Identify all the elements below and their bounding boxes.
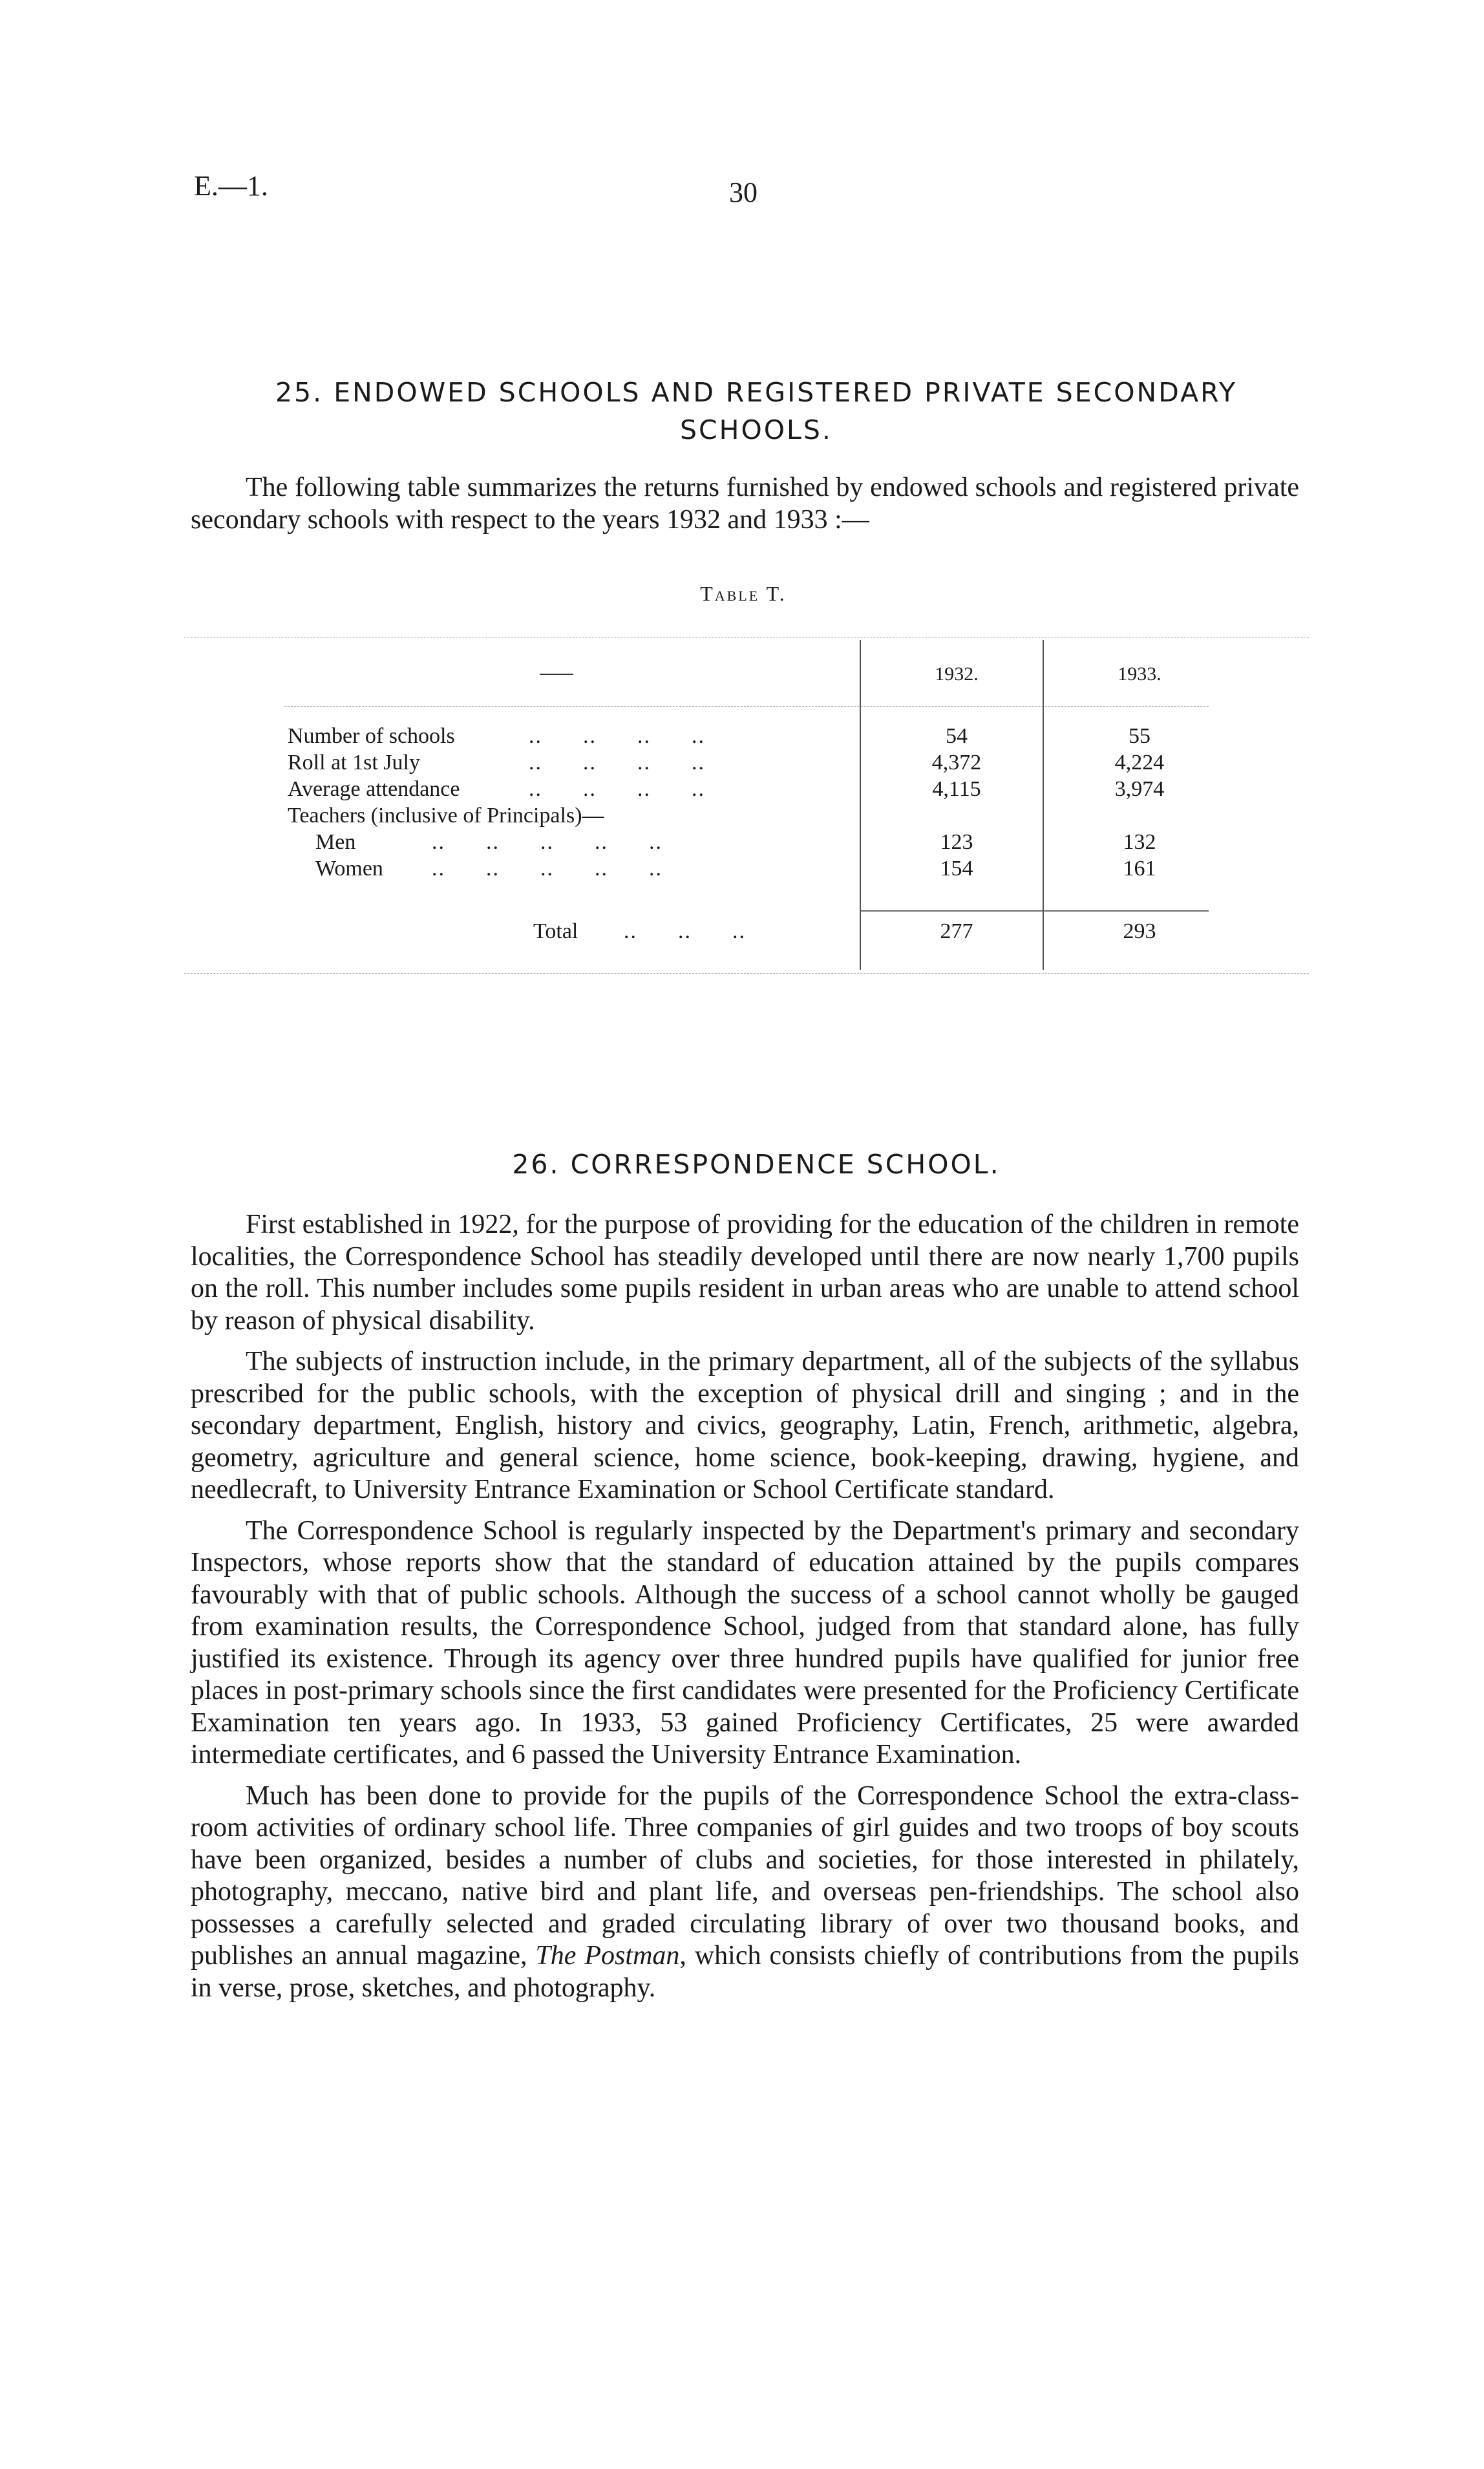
section-26-paragraph-3: The Correspondence School is regularly inspected by the Department's primary and secondary Inspectors, whose reports show that the standard of education attained by the pupils compares favourably with that of public schools. Although the success of a school cannot wholly be gauged from examination results, the Correspondence School, judged from that standard alone, has fully justified its existence. Through its agency over three hundred pupils have qualified for junior free places in post-primary schools since the first candidates were presented for the Proficiency Certificate Examination ten years ago. In 1933, 53 gained Proficiency Certificates, 25 were awarded intermediate certificates, and 6 passed the University Entrance Examination. [191, 1515, 1299, 1769]
row-label-average-attendance: Average attendance [288, 777, 460, 801]
cell-total-1933: 293 [1123, 919, 1156, 943]
table-col-header-1933: 1933. [1118, 663, 1161, 685]
row-label-number-of-schools: Number of schools [288, 724, 455, 748]
table-header-rule [284, 706, 1209, 707]
row-label-women: Women [315, 857, 383, 881]
cell-men-1933: 132 [1123, 830, 1156, 854]
table-bottom-rule [184, 973, 1309, 974]
row-leader-dots: .. .. .. .. .. [432, 830, 662, 854]
table-column-divider-1 [860, 640, 861, 970]
section-26-paragraph-1: First established in 1922, for the purpose of providing for the education of the children in remote localities, the Correspondence School has steadily developed until there are now nearly 1,700 pupils on the roll. This number includes some pupils resident in urban areas who are unable to attend school by reason of physical disability. [191, 1210, 1299, 1336]
row-label-total: Total [533, 919, 578, 943]
table-col-header-1932: 1932. [935, 663, 979, 685]
row-leader-dots: .. .. .. .. [529, 751, 705, 775]
section-25-intro: The following table summarizes the returns furnished by endowed schools and registered private secondary schools with respect to the years 1932 and 1933 :— [191, 473, 1299, 535]
row-leader-dots: .. .. .. .. [529, 777, 705, 801]
cell-women-1932: 154 [940, 857, 973, 881]
cell-average-attendance-1933: 3,974 [1114, 777, 1165, 801]
paragraph-4-text-before: Much has been done to provide for the pupils of the Correspondence School the extra-class-room activities of ordinary school life. Three companies of girl guides and two troops of boy scouts have been organized, besides a number of clubs and societies, for those interested in philately, photography, meccano, native bird and plant life, and overseas pen-friendships. The school also possesses a carefully selected and graded circulating library of over two thousand books, and publishes an annual magazine, [191, 1780, 1299, 1971]
table-total-rule [860, 910, 1209, 912]
cell-number-of-schools-1932: 54 [946, 724, 968, 748]
row-leader-dots: .. .. .. [624, 919, 746, 943]
section-26-paragraph-2: The subjects of instruction include, in the primary department, all of the subjects of the syllabus prescribed for the public schools, with the exception of physical drill and singing ; and in the secondary department, English, history and civics, geography, Latin, French, arithmetic, algebra, geometry, agriculture and general science, home science, book-keeping, drawing, hygiene, and needlecraft, to University Entrance Examination or School Certificate standard. [191, 1347, 1299, 1504]
row-leader-dots: .. .. .. .. .. [432, 857, 662, 881]
cell-men-1932: 123 [940, 830, 973, 854]
row-leader-dots: .. .. .. .. [529, 724, 705, 748]
table-column-divider-2 [1043, 640, 1044, 970]
cell-number-of-schools-1933: 55 [1129, 724, 1150, 748]
section-26-body [191, 1209, 1299, 2004]
section-25-title-line-2: SCHOOLS. [680, 414, 832, 445]
section-26-paragraph-4 [191, 1780, 1299, 2005]
row-label-men: Men [315, 830, 356, 854]
cell-average-attendance-1932: 4,115 [932, 777, 981, 801]
cell-women-1933: 161 [1123, 857, 1156, 881]
magazine-title: The Postman [535, 1941, 680, 1971]
table-stub-header [540, 674, 573, 675]
row-label-roll: Roll at 1st July [288, 751, 420, 775]
cell-roll-1933: 4,224 [1114, 751, 1165, 775]
document-reference: E.—1. [194, 170, 268, 202]
cell-roll-1932: 4,372 [931, 751, 982, 775]
section-26-title: 26. CORRESPONDENCE SCHOOL. [512, 1149, 1001, 1180]
section-25-title-line-1: 25. ENDOWED SCHOOLS AND REGISTERED PRIVATE SECONDARY [275, 377, 1238, 408]
cell-total-1932: 277 [940, 919, 973, 943]
paragraph-4-text-after: , which consists chiefly of contributions from the pupils in verse, prose, sketches, and photography. [191, 1941, 1299, 2003]
page-number: 30 [729, 176, 758, 208]
row-label-teachers: Teachers (inclusive of Principals)— [288, 804, 604, 828]
table-caption: Table T. [700, 582, 787, 605]
section-25-title [213, 374, 1299, 449]
